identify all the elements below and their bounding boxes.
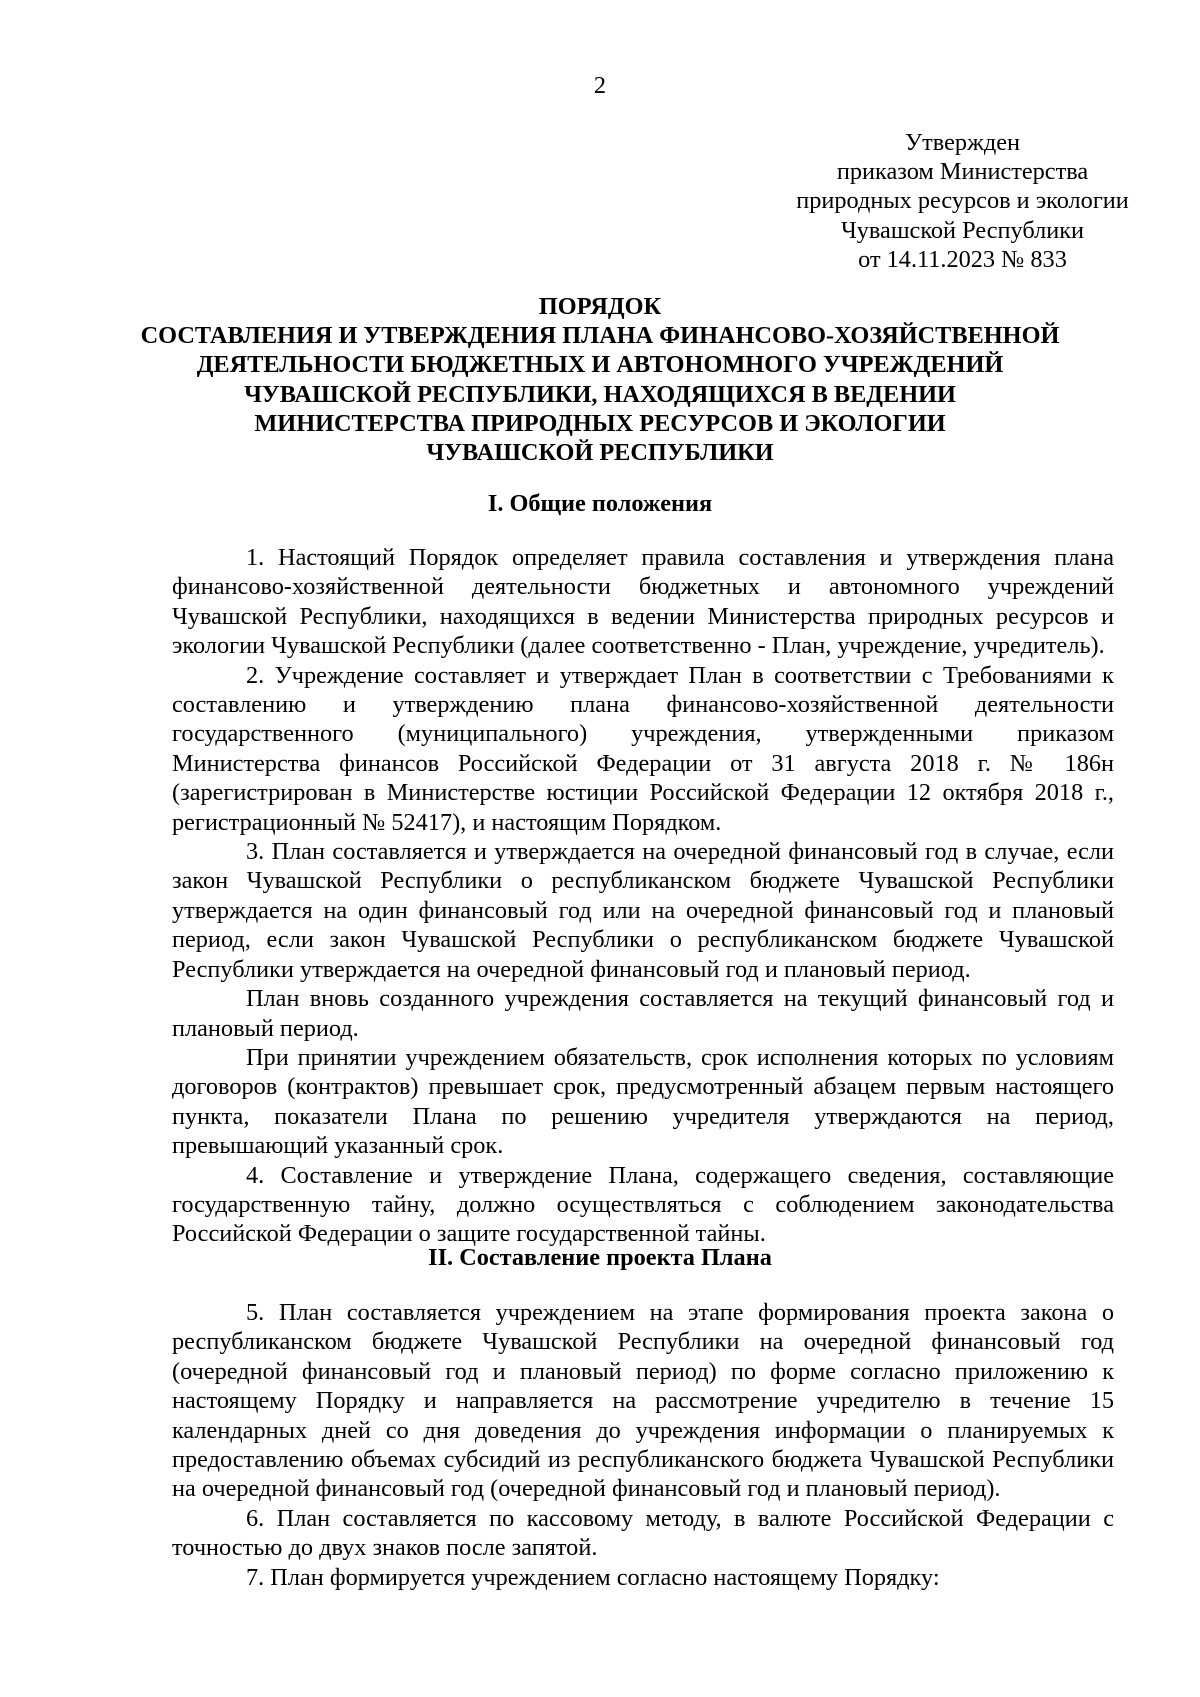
title-line: ПОРЯДОК [538, 293, 662, 320]
paragraph: 1. Настоящий Порядок определяет правила составления и утверждения плана финансово-хозяйственной деятельности бюджетных и автономного учреждений Чувашской Республики, находящихся в ведении Министерства природных ресурсов и экологии Чувашской Республики (далее соответственно - План, учреждение, учредитель). [172, 544, 1114, 660]
title-line: ЧУВАШСКОЙ РЕСПУБЛИКИ [426, 439, 774, 467]
section-2-heading: II. Составление проекта Плана [428, 1244, 772, 1271]
title-line: СОСТАВЛЕНИЯ И УТВЕРЖДЕНИЯ ПЛАНА ФИНАНСОВО-ХОЗЯЙСТВЕННОЙ [140, 322, 1060, 350]
approval-stamp [700, 128, 1200, 274]
approval-line: от 14.11.2023 № 833 [858, 245, 1067, 273]
section-2-body [172, 1298, 1114, 1592]
paragraph: 4. Составление и утверждение Плана, содержащего сведения, составляющие государственную тайну, должно осуществляться с соблюдением законодательства Российской Федерации о защите государственной тайны. [172, 1161, 1114, 1248]
section-1-body [172, 543, 1114, 1249]
section-1-heading: I. Общие положения [487, 490, 713, 517]
approval-line: природных ресурсов и экологии [796, 187, 1129, 215]
paragraph: При принятии учреждением обязательств, срок исполнения которых по условиям договоров (контрактов) превышает срок, предусмотренный абзацем первым настоящего пункта, показатели Плана по решению учредителя утверждаются на период, превышающий указанный срок. [172, 1043, 1114, 1160]
approval-line: Утвержден [904, 129, 1021, 156]
paragraph: 3. План составляется и утверждается на очередной финансовый год в случае, если закон Чувашской Республики о республиканском бюджете Чувашской Республики утверждается на один финансовый год или на очередной финансовый год и плановый период, если закон Чувашской Республики о республиканском бюджете Чувашской Республики утверждается на очередной финансовый год и плановый период. [172, 838, 1114, 983]
approval-line: Чувашской Республики [840, 216, 1085, 244]
page-number: 2 [593, 72, 607, 99]
title-line: ДЕЯТЕЛЬНОСТИ БЮДЖЕТНЫХ И АВТОНОМНОГО УЧРЕЖДЕНИЙ [196, 351, 1004, 379]
title-line: МИНИСТЕРСТВА ПРИРОДНЫХ РЕСУРСОВ И ЭКОЛОГИИ [254, 409, 946, 437]
approval-line: приказом Министерства [836, 158, 1089, 186]
paragraph: 2. Учреждение составляет и утверждает План в соответствии с Требованиями к составлению и утверждению плана финансово-хозяйственной деятельности государственного (муниципального) учреждения, утвержденными приказом Министерства финансов Российской Федерации от 31 августа 2018 г. № 186н (зарегистрирован в Министерстве юстиции Российской Федерации 12 октября 2018 г., регистрационный № 52417), и настоящим Порядком. [172, 661, 1114, 836]
title-line: ЧУВАШСКОЙ РЕСПУБЛИКИ, НАХОДЯЩИХСЯ В ВЕДЕНИИ [244, 380, 956, 408]
document-title [100, 292, 1100, 467]
paragraph: 5. План составляется учреждением на этапе формирования проекта закона о республиканском бюджете Чувашской Республики на очередной финансовый год (очередной финансовый год и плановый период) по форме согласно приложению к настоящему Порядку и направляется на рассмотрение учредителю в течение 15 календарных дней со дня доведения до учреждения информации о планируемых к предоставлению объемах субсидий из республиканского бюджета Чувашской Республики на очередной финансовый год (очередной финансовый год и плановый период). [172, 1299, 1114, 1503]
paragraph: 6. План составляется по кассовому методу, в валюте Российской Федерации с точностью до двух знаков после запятой. [172, 1504, 1114, 1562]
paragraph: План вновь созданного учреждения составляется на текущий финансовый год и плановый период. [172, 985, 1114, 1042]
paragraph: 7. План формируется учреждением согласно настоящему Порядку: [246, 1563, 940, 1591]
